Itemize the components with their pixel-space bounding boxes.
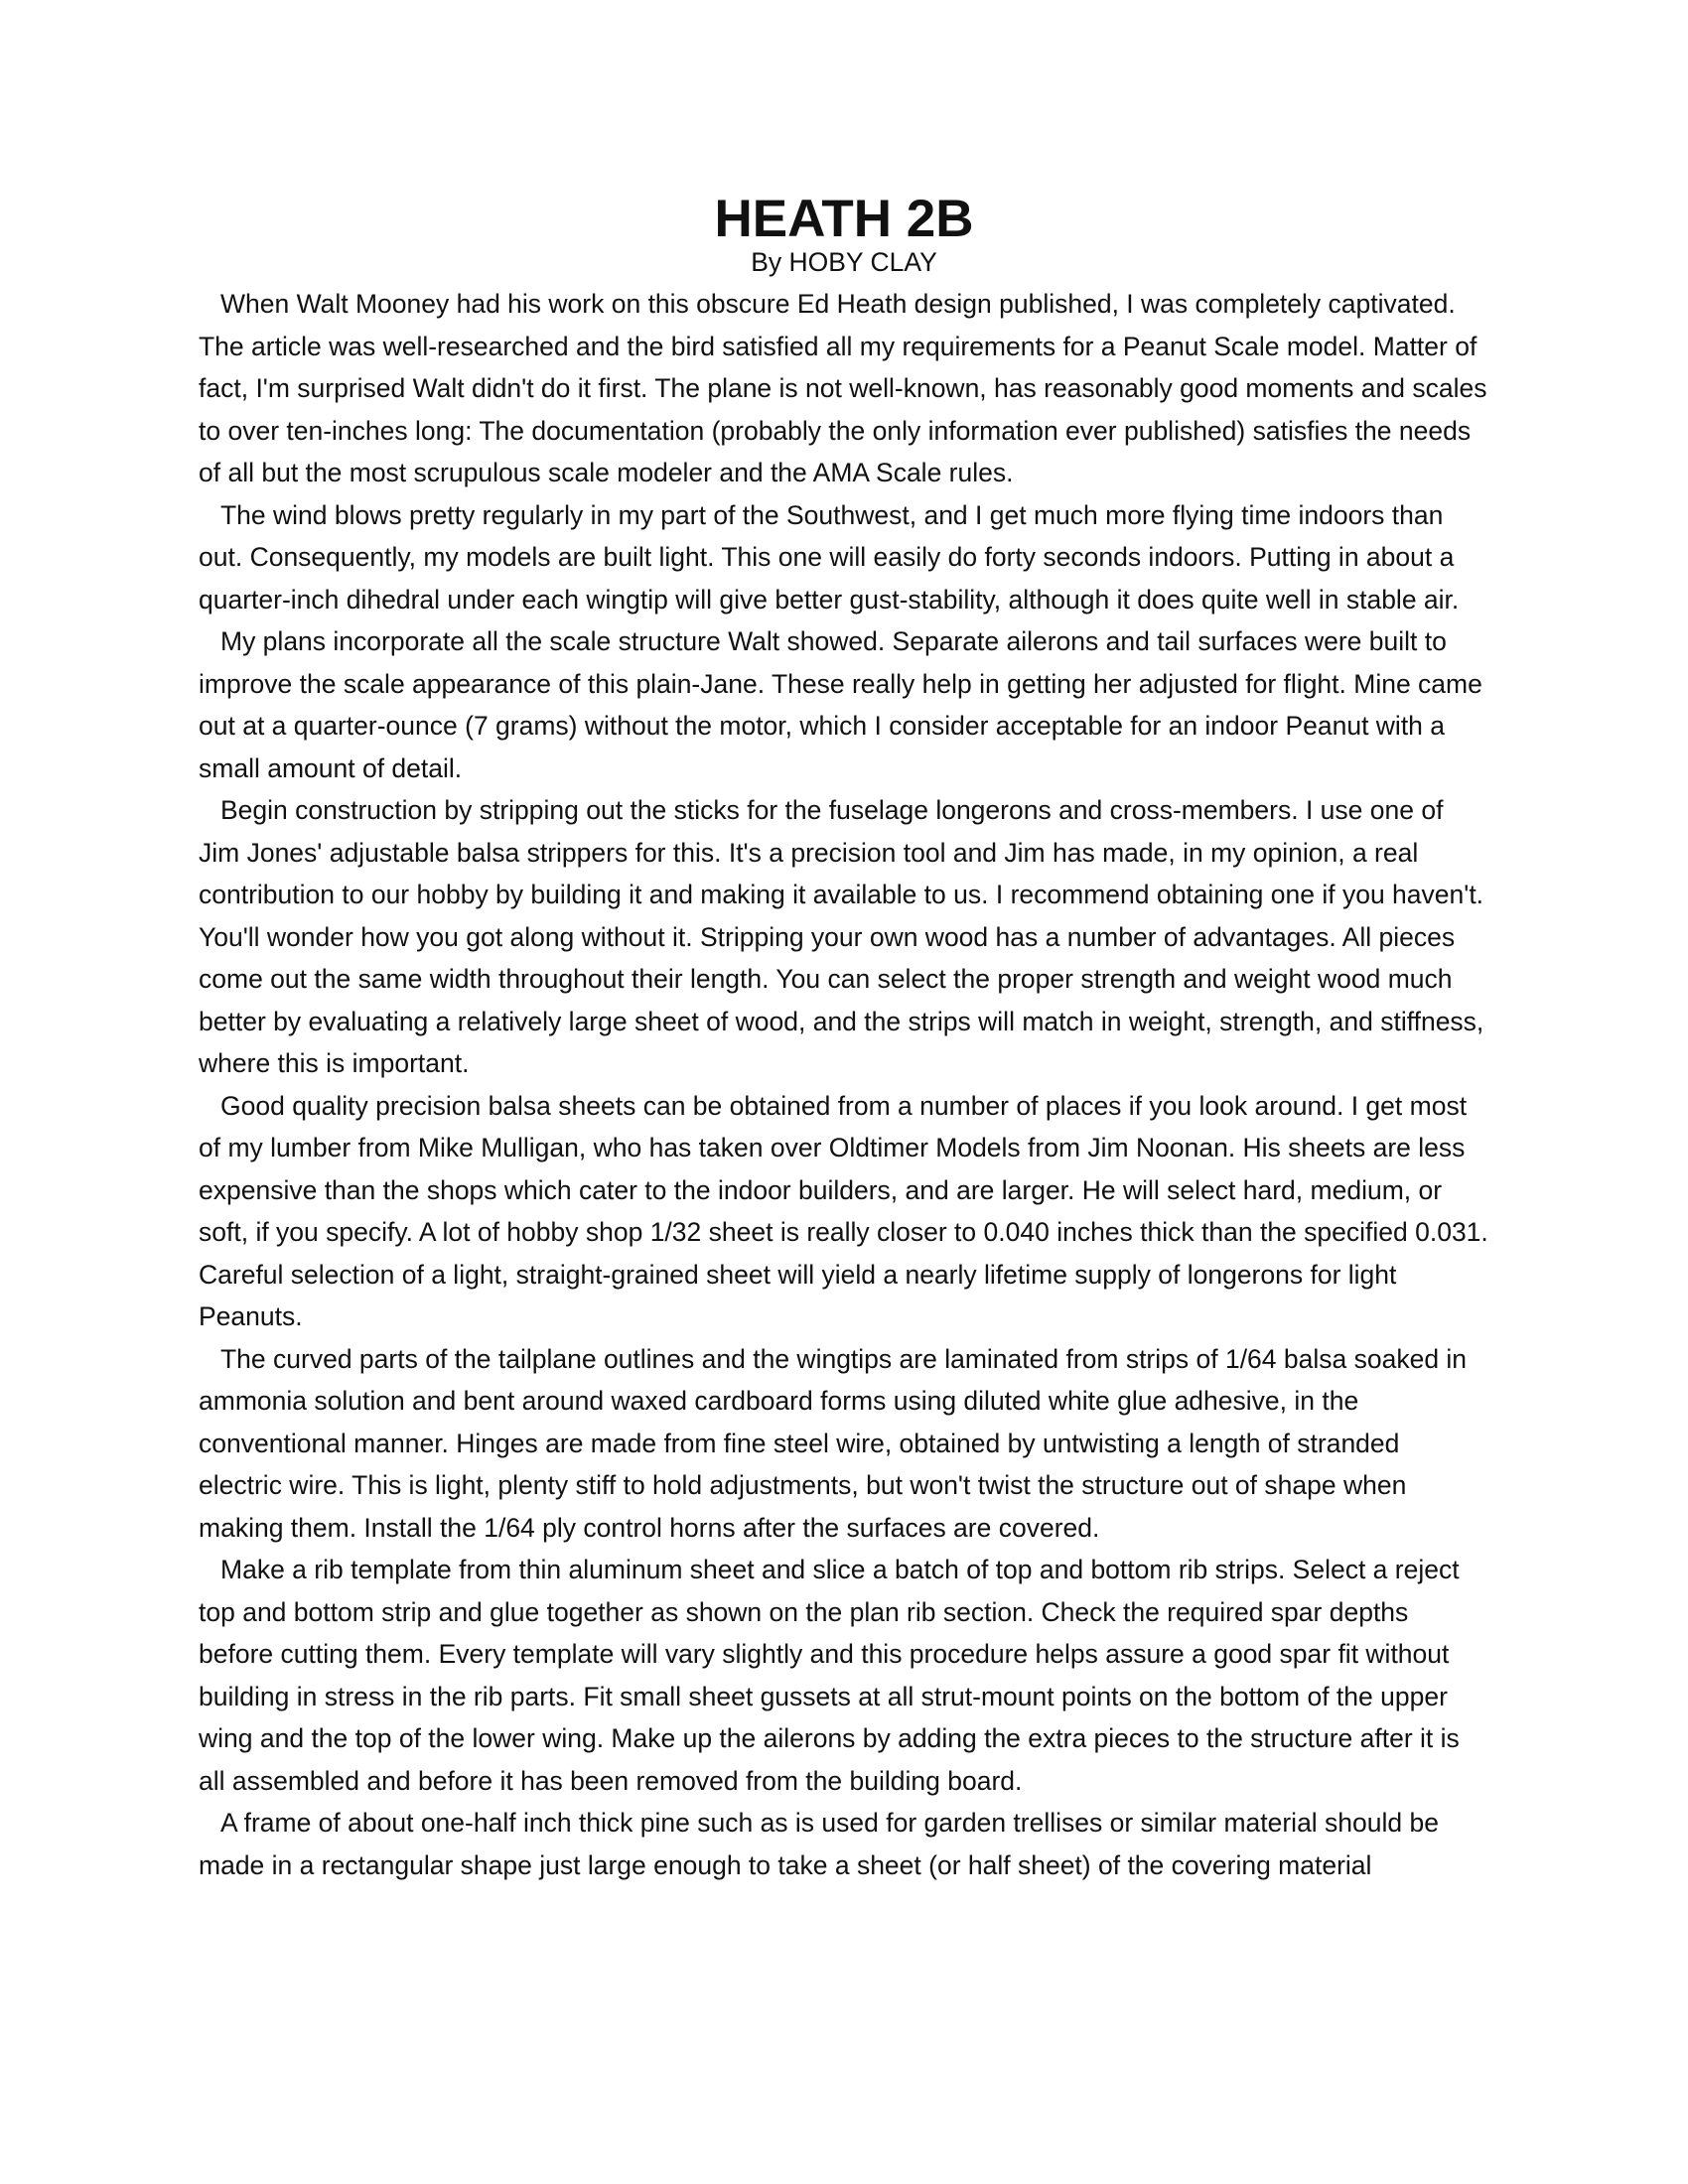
paragraph-8: A frame of about one-half inch thick pine such as is used for garden trellises or similar material should be made in a rectangular shape just large enough to take a sheet (or half sheet) of the covering material <box>199 1808 1439 1880</box>
paragraph-7: Make a rib template from thin aluminum sheet and slice a batch of top and bottom rib strips. Select a reject top and bottom strip and glue together as shown on the plan rib section. Check the required spar depths before cutting them. Every template will vary slightly and this procedure helps assure a good spar fit without building in stress in the rib parts. Fit small sheet gussets at all strut-mount points on the bottom of the upper wing and the top of the lower wing. Make up the ailerons by adding the extra pieces to the structure after it is all assembled and before it has been removed from the building board. <box>199 1555 1460 1796</box>
article-byline: By HOBY CLAY <box>751 246 937 277</box>
paragraph-4: Begin construction by stripping out the sticks for the fuselage longerons and cross-members. I use one of Jim Jones' adjustable balsa strippers for this. It's a precision tool and Jim has made, in my opinion, a real contribution to our hobby by building it and making it available to us. I recommend obtaining one if you haven't. You'll wonder how you got along without it. Stripping your own wood has a number of advantages. All pieces come out the same width throughout their length. You can select the proper strength and weight wood much better by evaluating a relatively large sheet of wood, and the strips will match in weight, strength, and stiffness, where this is important. <box>199 795 1484 1078</box>
paragraph-5: Good quality precision balsa sheets can be obtained from a number of places if you look around. I get most of my lumber from Mike Mulligan, who has taken over Oldtimer Models from Jim Noonan. His sheets are less expensive than the shops which cater to the indoor builders, and are larger. He will select hard, medium, or soft, if you specify. A lot of hobby shop 1/32 sheet is really closer to 0.040 inches thick than the specified 0.031. Careful selection of a light, straight-grained sheet will yield a nearly lifetime supply of longerons for light Peanuts. <box>199 1090 1488 1331</box>
article-title: HEATH 2B <box>714 190 974 248</box>
document-page <box>199 190 1489 1886</box>
paragraph-2: The wind blows pretty regularly in my part of the Southwest, and I get much more flying time indoors than out. Consequently, my models are built light. This one will easily do forty seconds indoors. Putting in about a quarter-inch dihedral under each wingtip will give better gust-stability, although it does quite well in stable air. <box>199 499 1460 614</box>
paragraph-1: When Walt Mooney had his work on this obscure Ed Heath design published, I was completely captivated. The article was well-researched and the bird satisfied all my requirements for a Peanut Scale model. Matter of fact, I'm surprised Walt didn't do it first. The plane is not well-known, has reasonably good moments and scales to over ten-inches long: The documentation (probably the only information ever published) satisfies the needs of all but the most scrupulous scale modeler and the AMA Scale rules. <box>199 289 1487 487</box>
paragraph-6: The curved parts of the tailplane outlines and the wingtips are laminated from strips of 1/64 balsa soaked in ammonia solution and bent around waxed cardboard forms using diluted white glue adhesive, in the conventional manner. Hinges are made from fine steel wire, obtained by untwisting a length of stranded electric wire. This is light, plenty stiff to hold adjustments, but won't twist the structure out of shape when making them. Install the 1/64 ply control horns after the surfaces are covered. <box>199 1343 1468 1543</box>
paragraph-3: My plans incorporate all the scale structure Walt showed. Separate ailerons and tail surfaces were built to improve the scale appearance of this plain-Jane. These really help in getting her adjusted for flight. Mine came out at a quarter-ounce (7 grams) without the motor, which I consider acceptable for an indoor Peanut with a small amount of detail. <box>199 626 1482 783</box>
